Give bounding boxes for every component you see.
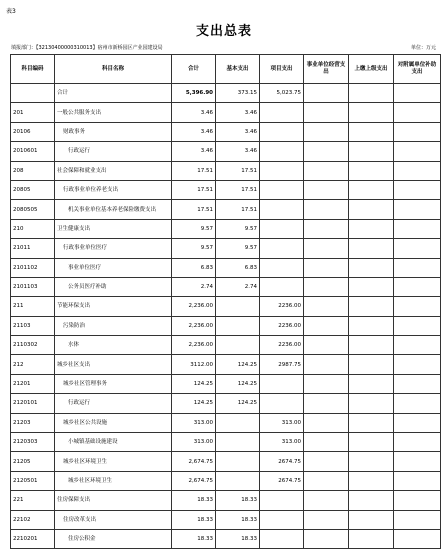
cell-upper bbox=[349, 277, 394, 296]
cell-project bbox=[260, 374, 304, 393]
table-row bbox=[11, 103, 441, 122]
cell-upper bbox=[349, 142, 394, 161]
cell-code: 21201 bbox=[11, 374, 55, 393]
cell-code: 21103 bbox=[11, 316, 55, 335]
currency-unit: 单位：万元 bbox=[410, 45, 436, 51]
table-row bbox=[11, 510, 441, 529]
cell-total: 2,674.75 bbox=[172, 471, 216, 490]
cell-subsidiary bbox=[394, 413, 441, 432]
cell-code: 2101102 bbox=[11, 258, 55, 277]
cell-code: 2080505 bbox=[11, 200, 55, 219]
cell-name: 财政事务 bbox=[55, 122, 172, 141]
cell-basic: 18.33 bbox=[216, 491, 260, 510]
cell-subsidiary bbox=[394, 374, 441, 393]
cell-basic: 18.33 bbox=[216, 529, 260, 548]
cell-total: 18.33 bbox=[172, 529, 216, 548]
cell-code: 21205 bbox=[11, 452, 55, 471]
cell-upper bbox=[349, 471, 394, 490]
table-row bbox=[11, 180, 441, 199]
cell-code bbox=[11, 84, 55, 103]
cell-operating bbox=[304, 103, 349, 122]
cell-basic: 2.74 bbox=[216, 277, 260, 296]
cell-subsidiary bbox=[394, 355, 441, 374]
cell-upper bbox=[349, 122, 394, 141]
page-title: 支出总表 bbox=[195, 24, 252, 39]
table-row bbox=[11, 394, 441, 413]
cell-name: 污染防治 bbox=[55, 316, 172, 335]
cell-project: 5,023.75 bbox=[260, 84, 304, 103]
cell-project: 2236.00 bbox=[260, 316, 304, 335]
cell-subsidiary bbox=[394, 433, 441, 452]
cell-basic: 9.57 bbox=[216, 219, 260, 238]
cell-name: 住房公积金 bbox=[55, 529, 172, 548]
cell-project bbox=[260, 239, 304, 258]
cell-code: 21011 bbox=[11, 239, 55, 258]
cell-basic: 3.46 bbox=[216, 122, 260, 141]
table-body bbox=[11, 84, 441, 549]
table-row bbox=[11, 413, 441, 432]
table-row bbox=[11, 297, 441, 316]
cell-project bbox=[260, 122, 304, 141]
cell-name: 事业单位医疗 bbox=[55, 258, 172, 277]
cell-basic bbox=[216, 433, 260, 452]
table-row bbox=[11, 374, 441, 393]
cell-upper bbox=[349, 510, 394, 529]
cell-subsidiary bbox=[394, 529, 441, 548]
table-row bbox=[11, 433, 441, 452]
cell-name: 合计 bbox=[55, 84, 172, 103]
cell-name: 节能环保支出 bbox=[55, 297, 172, 316]
expenditure-table bbox=[10, 54, 441, 549]
cell-basic: 17.51 bbox=[216, 161, 260, 180]
cell-upper bbox=[349, 433, 394, 452]
cell-basic bbox=[216, 471, 260, 490]
table-row bbox=[11, 471, 441, 490]
cell-operating bbox=[304, 529, 349, 548]
cell-operating bbox=[304, 180, 349, 199]
cell-project bbox=[260, 258, 304, 277]
cell-subsidiary bbox=[394, 103, 441, 122]
cell-upper bbox=[349, 491, 394, 510]
cell-name: 城乡社区环境卫生 bbox=[55, 452, 172, 471]
cell-subsidiary bbox=[394, 471, 441, 490]
cell-name: 行政事业单位医疗 bbox=[55, 239, 172, 258]
cell-subsidiary bbox=[394, 452, 441, 471]
cell-code: 208 bbox=[11, 161, 55, 180]
cell-total: 124.25 bbox=[172, 374, 216, 393]
cell-basic: 18.33 bbox=[216, 510, 260, 529]
cell-name: 一般公共服务支出 bbox=[55, 103, 172, 122]
cell-upper bbox=[349, 103, 394, 122]
cell-code: 212 bbox=[11, 355, 55, 374]
cell-code: 2110302 bbox=[11, 336, 55, 355]
cell-total: 18.33 bbox=[172, 510, 216, 529]
table-row bbox=[11, 452, 441, 471]
cell-name: 公务员医疗补助 bbox=[55, 277, 172, 296]
cell-project bbox=[260, 277, 304, 296]
cell-project bbox=[260, 529, 304, 548]
cell-operating bbox=[304, 491, 349, 510]
cell-operating bbox=[304, 277, 349, 296]
cell-total: 124.25 bbox=[172, 394, 216, 413]
cell-upper bbox=[349, 84, 394, 103]
cell-project bbox=[260, 161, 304, 180]
cell-upper bbox=[349, 374, 394, 393]
cell-total: 17.51 bbox=[172, 161, 216, 180]
table-row bbox=[11, 239, 441, 258]
cell-upper bbox=[349, 316, 394, 335]
cell-code: 2101103 bbox=[11, 277, 55, 296]
cell-total: 3112.00 bbox=[172, 355, 216, 374]
cell-upper bbox=[349, 200, 394, 219]
cell-upper bbox=[349, 297, 394, 316]
cell-operating bbox=[304, 297, 349, 316]
table-row bbox=[11, 122, 441, 141]
cell-code: 2010601 bbox=[11, 142, 55, 161]
cell-upper bbox=[349, 355, 394, 374]
cell-total: 3.46 bbox=[172, 122, 216, 141]
cell-code: 20805 bbox=[11, 180, 55, 199]
cell-basic bbox=[216, 316, 260, 335]
cell-operating bbox=[304, 142, 349, 161]
cell-operating bbox=[304, 336, 349, 355]
cell-code: 22102 bbox=[11, 510, 55, 529]
cell-name: 住房保障支出 bbox=[55, 491, 172, 510]
cell-total: 313.00 bbox=[172, 413, 216, 432]
cell-total: 2,236.00 bbox=[172, 297, 216, 316]
cell-code: 2120101 bbox=[11, 394, 55, 413]
cell-total: 9.57 bbox=[172, 219, 216, 238]
cell-name: 城乡社区环境卫生 bbox=[55, 471, 172, 490]
cell-operating bbox=[304, 200, 349, 219]
cell-operating bbox=[304, 510, 349, 529]
cell-operating bbox=[304, 394, 349, 413]
header-name: 科目名称 bbox=[55, 55, 172, 84]
cell-basic: 124.25 bbox=[216, 374, 260, 393]
cell-total: 2.74 bbox=[172, 277, 216, 296]
cell-total: 2,236.00 bbox=[172, 316, 216, 335]
cell-project bbox=[260, 180, 304, 199]
header-code: 科目编码 bbox=[11, 55, 55, 84]
cell-basic: 17.51 bbox=[216, 200, 260, 219]
cell-total: 2,674.75 bbox=[172, 452, 216, 471]
cell-basic bbox=[216, 336, 260, 355]
cell-subsidiary bbox=[394, 239, 441, 258]
cell-project bbox=[260, 394, 304, 413]
cell-code: 221 bbox=[11, 491, 55, 510]
cell-total: 5,396.90 bbox=[172, 84, 216, 103]
table-number: 表3 bbox=[6, 8, 16, 15]
cell-subsidiary bbox=[394, 277, 441, 296]
cell-project: 313.00 bbox=[260, 413, 304, 432]
cell-basic bbox=[216, 452, 260, 471]
cell-upper bbox=[349, 452, 394, 471]
table-row bbox=[11, 161, 441, 180]
cell-basic bbox=[216, 413, 260, 432]
cell-upper bbox=[349, 529, 394, 548]
table-row bbox=[11, 84, 441, 103]
cell-code: 20106 bbox=[11, 122, 55, 141]
cell-operating bbox=[304, 258, 349, 277]
cell-upper bbox=[349, 161, 394, 180]
header-project: 项目支出 bbox=[260, 55, 304, 84]
cell-name: 小城镇基础设施建设 bbox=[55, 433, 172, 452]
header-basic: 基本支出 bbox=[216, 55, 260, 84]
cell-project bbox=[260, 491, 304, 510]
cell-operating bbox=[304, 84, 349, 103]
cell-total: 18.33 bbox=[172, 491, 216, 510]
cell-name: 城乡社区管理事务 bbox=[55, 374, 172, 393]
cell-operating bbox=[304, 355, 349, 374]
cell-name: 行政运行 bbox=[55, 394, 172, 413]
table-row bbox=[11, 336, 441, 355]
cell-operating bbox=[304, 239, 349, 258]
cell-subsidiary bbox=[394, 510, 441, 529]
cell-name: 城乡社区支出 bbox=[55, 355, 172, 374]
cell-subsidiary bbox=[394, 336, 441, 355]
cell-project bbox=[260, 142, 304, 161]
cell-code: 2120303 bbox=[11, 433, 55, 452]
cell-subsidiary bbox=[394, 258, 441, 277]
cell-upper bbox=[349, 258, 394, 277]
header-total: 合计 bbox=[172, 55, 216, 84]
cell-name: 城乡社区公共设施 bbox=[55, 413, 172, 432]
cell-operating bbox=[304, 471, 349, 490]
cell-total: 17.51 bbox=[172, 200, 216, 219]
cell-project bbox=[260, 219, 304, 238]
cell-name: 水体 bbox=[55, 336, 172, 355]
cell-code: 201 bbox=[11, 103, 55, 122]
cell-code: 210 bbox=[11, 219, 55, 238]
cell-code: 211 bbox=[11, 297, 55, 316]
table-header-row bbox=[11, 55, 441, 84]
table-row bbox=[11, 277, 441, 296]
cell-basic: 124.25 bbox=[216, 355, 260, 374]
cell-basic: 3.46 bbox=[216, 142, 260, 161]
cell-subsidiary bbox=[394, 394, 441, 413]
cell-code: 21203 bbox=[11, 413, 55, 432]
cell-operating bbox=[304, 452, 349, 471]
cell-operating bbox=[304, 161, 349, 180]
cell-project bbox=[260, 103, 304, 122]
cell-code: 2120501 bbox=[11, 471, 55, 490]
cell-operating bbox=[304, 433, 349, 452]
cell-name: 卫生健康支出 bbox=[55, 219, 172, 238]
cell-project: 2674.75 bbox=[260, 471, 304, 490]
cell-basic bbox=[216, 297, 260, 316]
cell-upper bbox=[349, 336, 394, 355]
cell-operating bbox=[304, 219, 349, 238]
cell-name: 机关事业单位基本养老保险缴费支出 bbox=[55, 200, 172, 219]
cell-upper bbox=[349, 394, 394, 413]
cell-subsidiary bbox=[394, 161, 441, 180]
cell-name: 社会保障和就业支出 bbox=[55, 161, 172, 180]
cell-subsidiary bbox=[394, 316, 441, 335]
cell-name: 住房改革支出 bbox=[55, 510, 172, 529]
header-operating: 事业单位经营支出 bbox=[304, 55, 349, 84]
cell-upper bbox=[349, 413, 394, 432]
cell-total: 3.46 bbox=[172, 142, 216, 161]
header-upper: 上缴上级支出 bbox=[349, 55, 394, 84]
cell-project bbox=[260, 510, 304, 529]
cell-basic: 373.15 bbox=[216, 84, 260, 103]
cell-project: 2236.00 bbox=[260, 336, 304, 355]
cell-basic: 124.25 bbox=[216, 394, 260, 413]
cell-basic: 6.83 bbox=[216, 258, 260, 277]
cell-upper bbox=[349, 180, 394, 199]
cell-total: 313.00 bbox=[172, 433, 216, 452]
cell-operating bbox=[304, 316, 349, 335]
cell-operating bbox=[304, 413, 349, 432]
table-row bbox=[11, 491, 441, 510]
cell-project: 2987.75 bbox=[260, 355, 304, 374]
cell-project: 313.00 bbox=[260, 433, 304, 452]
cell-operating bbox=[304, 122, 349, 141]
cell-basic: 3.46 bbox=[216, 103, 260, 122]
table-row bbox=[11, 529, 441, 548]
cell-subsidiary bbox=[394, 219, 441, 238]
cell-subsidiary bbox=[394, 200, 441, 219]
table-row bbox=[11, 316, 441, 335]
cell-subsidiary bbox=[394, 142, 441, 161]
cell-subsidiary bbox=[394, 84, 441, 103]
cell-subsidiary bbox=[394, 122, 441, 141]
cell-project: 2674.75 bbox=[260, 452, 304, 471]
cell-operating bbox=[304, 374, 349, 393]
cell-subsidiary bbox=[394, 491, 441, 510]
cell-upper bbox=[349, 219, 394, 238]
cell-upper bbox=[349, 239, 394, 258]
cell-total: 3.46 bbox=[172, 103, 216, 122]
table-row bbox=[11, 219, 441, 238]
cell-total: 9.57 bbox=[172, 239, 216, 258]
cell-project: 2236.00 bbox=[260, 297, 304, 316]
table-row bbox=[11, 142, 441, 161]
cell-subsidiary bbox=[394, 180, 441, 199]
table-row bbox=[11, 355, 441, 374]
cell-total: 6.83 bbox=[172, 258, 216, 277]
cell-name: 行政事业单位养老支出 bbox=[55, 180, 172, 199]
cell-total: 17.51 bbox=[172, 180, 216, 199]
cell-basic: 9.57 bbox=[216, 239, 260, 258]
cell-name: 行政运行 bbox=[55, 142, 172, 161]
cell-total: 2,236.00 bbox=[172, 336, 216, 355]
reporting-unit: 填报部门：【32130400000310013】宿州市新桥园区产业园建设局 bbox=[11, 45, 163, 51]
header-subsidiary: 对附属单位补助支出 bbox=[394, 55, 441, 84]
cell-project bbox=[260, 200, 304, 219]
table-row bbox=[11, 200, 441, 219]
cell-subsidiary bbox=[394, 297, 441, 316]
cell-code: 2210201 bbox=[11, 529, 55, 548]
table-row bbox=[11, 258, 441, 277]
cell-basic: 17.51 bbox=[216, 180, 260, 199]
